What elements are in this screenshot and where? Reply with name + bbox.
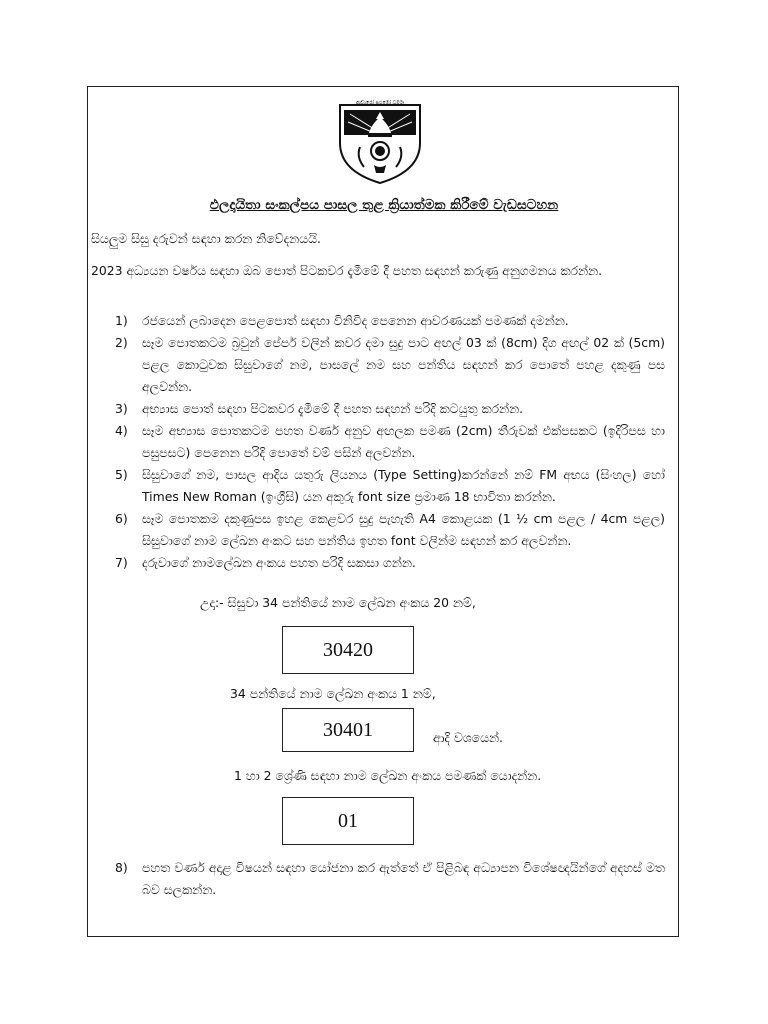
example-text: උදා:- සිසුවා 34 පන්තියේ නාම ලේඛන අංකය 20 නම්,	[200, 595, 476, 610]
instruction-list	[113, 310, 665, 574]
list-item	[113, 857, 665, 901]
index-number-box: 30401	[282, 708, 414, 752]
list-item	[113, 310, 665, 332]
item-number: 5)	[115, 467, 128, 482]
item-text: දරුවාගේ නාමලේඛන අංකය පහත පරිදි සකසා ගන්න.	[142, 555, 416, 570]
list-item	[113, 508, 665, 552]
intro-text: සියලුම සිසු දරුවන් සඳහා කරන නිවේදනයයි.	[91, 231, 321, 246]
list-item	[113, 464, 665, 508]
instruction-list-continued	[113, 857, 665, 901]
item-text: සෑම පොතකම දකුණුපස ඉහළ කෙළවර සුදු පැහැති A4 කොළයක (1 ½ cm පළල / 4cm පළල) සිසුවාගේ නාම ලේඛන අංකට සහ පන්තිය ඉහත font වලින්ම සඳහන් කර අලවන්න.	[142, 511, 665, 548]
item-text: අභ්‍යාස පොත් සඳහා පිටකවර දැමීමේ දී පහත සඳහන් පරිදි කටයුතු කරන්න.	[142, 401, 524, 416]
etc-text: ආදි වශයෙන්.	[433, 730, 503, 745]
item-text: පහත වර්ණ අදාළ විෂයන් සඳහා යෝජනා කර ඇත්තේ ඒ පිළිබඳ අධ්‍යාපන විශේෂඥයින්ගේ අදහස් මත බව සලකන්න.	[142, 860, 665, 897]
item-number: 1)	[115, 313, 128, 328]
document-title: ඵලදායිතා සංකල්පය පාසල තුළ ක්‍රියාත්මක කිරීමේ වැඩසටහන	[209, 197, 559, 213]
list-item	[113, 398, 665, 420]
item-number: 4)	[115, 423, 128, 438]
crest-motto: ආචාරෝ ප්‍රථමෝ ධර්මඃ	[355, 100, 405, 106]
index-number-box: 30420	[282, 626, 414, 674]
item-text: සෑම පොතකටම බ්‍රවුන් පේපර් වලින් කවර දමා සුදු පාට අඟල් 03 ක් (8cm) දිග අඟල් 02 ක් (5cm) පළල කොටුවක සිසුවාගේ නම, පාසලේ නම සහ පන්තිය සඳහන් කර පොතේ පහළ දකුණු පස අලවන්න.	[142, 335, 665, 394]
item-number: 2)	[115, 335, 128, 350]
item-number: 3)	[115, 401, 128, 416]
item-number: 7)	[115, 555, 128, 570]
item-text: රජයෙන් ලබාදෙන පෙළපොත් සඳහා විනිවිද පෙනෙන ආවරණයක් පමණක් දමන්න.	[142, 313, 569, 328]
example-text-2: 34 පන්තියේ නාම ලේඛන අංකය 1 නම්,	[230, 686, 436, 701]
item-text: සිසුවාගේ නම, පාසල ආදිය යතුරු ලියනය (Type Setting)කරන්නේ නම් FM අභය (සිංහල) හෝ Times New Roman (ඉංග්‍රීසි) යන අකුරු font size ප්‍රමාණ 18 භාවිතා කරන්න.	[142, 467, 665, 504]
item-text: සෑම අභ්‍යාස පොතකටම පහත වර්ණ අනුව අඟලක පමණ (2cm) තීරුවක් එක්පසකට (ඉදිරිපස හා පසුපසට) පෙනෙන පරිදි පොතේ වම් පසින් අලවන්න.	[142, 423, 665, 460]
list-item	[113, 552, 665, 574]
item-number: 6)	[115, 511, 128, 526]
school-crest-icon	[330, 95, 430, 185]
index-number-box: 01	[282, 797, 414, 845]
item-number: 8)	[115, 860, 128, 875]
grade-note-text: 1 හා 2 ශ්‍රේණි සඳහා නාම ලේඛන අංකය පමණක් යොදන්න.	[234, 768, 542, 783]
list-item	[113, 420, 665, 464]
intro-instructions: 2023 අධ්‍යයන වර්ෂය සඳහා ඔබ පොත් පිටකවර දැමීමේ දී පහත සඳහන් කරුණු අනුගමනය කරන්න.	[91, 263, 603, 278]
list-item	[113, 332, 665, 398]
